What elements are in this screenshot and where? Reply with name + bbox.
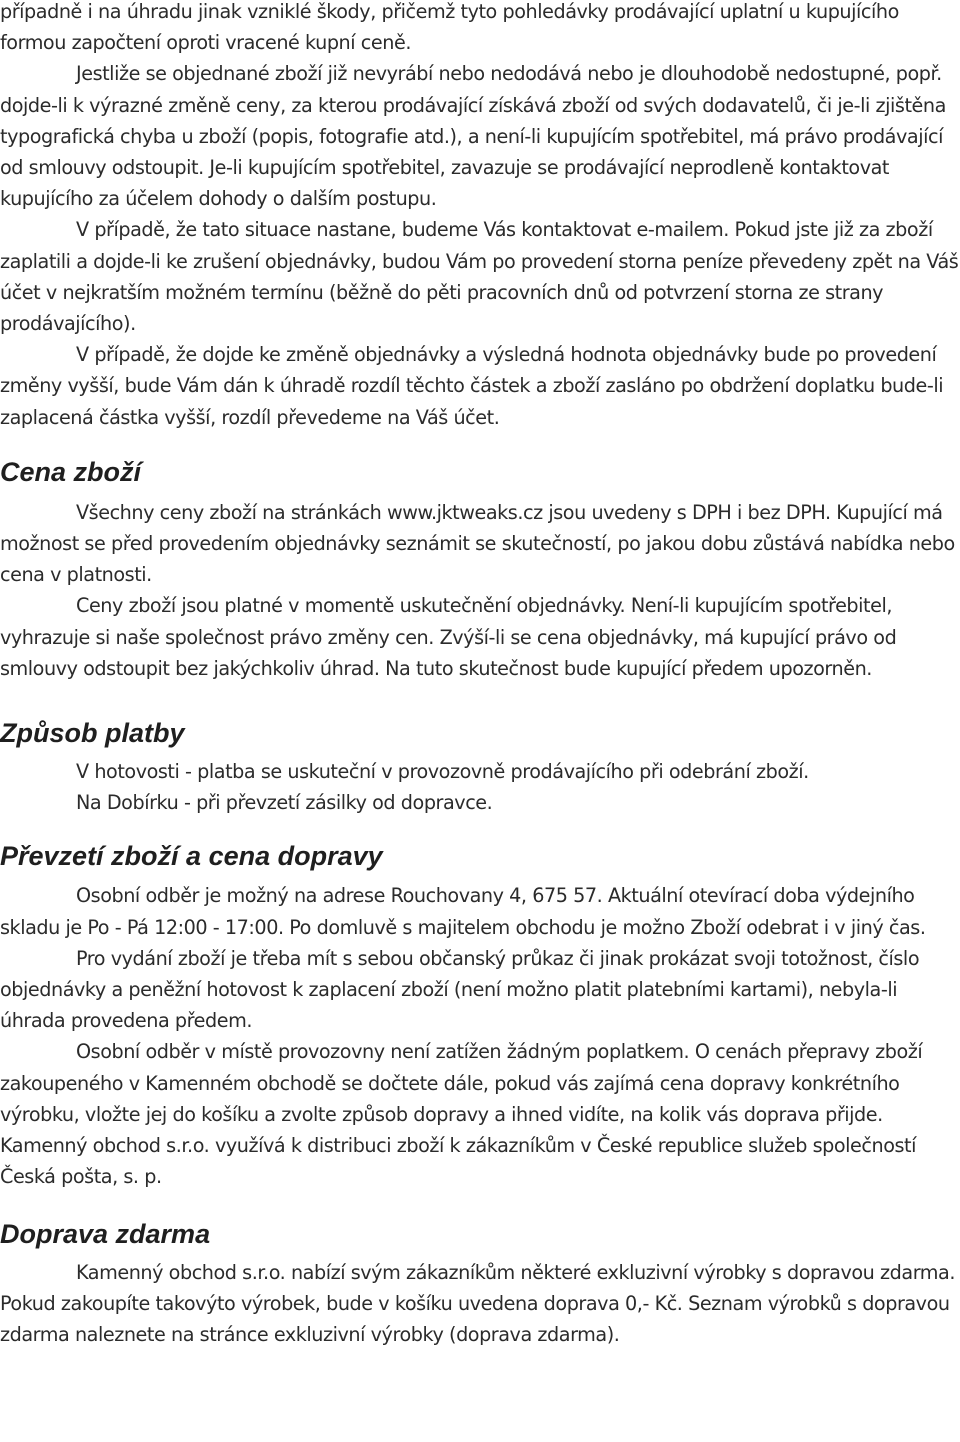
prevzeti-paragraph-1: Osobní odběr je možný na adrese Rouchovany 4, 675 57. Aktuální otevírací doba výdejního skladu je Po - Pá 12:00 - 17:00. Po domluvě s majitelem obchodu je možno Zboží odebrat i v jiný čas. xyxy=(0,884,926,939)
section-heading-doprava-zdarma: Doprava zdarma xyxy=(0,1218,211,1249)
section-heading-prevzeti-zbozi: Převzetí zboží a cena dopravy xyxy=(0,841,383,872)
cena-paragraph-1: Všechny ceny zboží na stránkách www.jktweaks.cz jsou uvedeny s DPH i bez DPH. Kupující má možnost se před provedením objednávky seznámit se skutečností, po jakou dobu zůstává nabídka nebo cena v platnosti. xyxy=(0,500,955,587)
prevzeti-paragraph-2: Pro vydání zboží je třeba mít s sebou občanský průkaz či jinak prokázat svoji totožnost, číslo objednávky a peněžní hotovost k zaplacení zboží (není možno platit platebními kartami), nebyla-li úhrada provedena předem. xyxy=(0,946,920,1033)
section-heading-zpusob-platby: Způsob platby xyxy=(0,718,185,749)
intro-paragraph-3: V případě, že tato situace nastane, budeme Vás kontaktovat e-mailem. Pokud jste již za zboží zaplatili a dojde-li ke zrušení objednávky, budou Vám po provedení storna peníze převedeny zpět na Váš účet v nejkratším možném termínu (běžně do pěti pracovních dnů od potvrzení storna ze strany prodávajícího). xyxy=(0,218,959,336)
intro-paragraph-4: V případě, že dojde ke změně objednávky a výsledná hodnota objednávky bude po provedení změny vyšší, bude Vám dán k úhradě rozdíl těchto částek a zboží zasláno po obdržení doplatku bude-li zaplacená částka vyšší, rozdíl převedeme na Váš účet. xyxy=(0,343,944,429)
prevzeti-paragraph-3: Osobní odběr v místě provozovny není zatížen žádným poplatkem. O cenách přepravy zboží zakoupeného v Kamenném obchodě se dočtete dále, pokud vás zajímá cena dopravy konkrétního výrobku, vložte jej do košíku a zvolte způsob dopravy a ihned vidíte, na kolik vás doprava přijde. Kamenný obchod s.r.o. využívá k distribuci zboží k zákazníkům v České republice služeb společností Česká pošta, s. p. xyxy=(0,1040,923,1189)
intro-paragraph-2: Jestliže se objednané zboží již nevyrábí nebo nedodává nebo je dlouhodobě nedostupné, popř. dojde-li k výrazné změně ceny, za kterou prodávající získává zboží od svých dodavatelů, či je-li zjištěna typografická chyba u zboží (popis, fotografie atd.), a není-li kupujícím spotřebitel, má právo prodávající od smlouvy odstoupit. Je-li kupujícím spotřebitel, zavazuje se prodávající neprodleně kontaktovat kupujícího za účelem dohody o dalším postupu. xyxy=(0,62,946,211)
section-heading-cena-zbozi: Cena zboží xyxy=(0,456,142,487)
doprava-paragraph-1: Kamenný obchod s.r.o. nabízí svým zákazníkům některé exkluzivní výrobky s dopravou zdarma. Pokud zakoupíte takovýto výrobek, bude v košíku uvedena doprava 0,- Kč. Seznam výrobků s dopravou zdarma naleznete na stránce exkluzivní výrobky (doprava zdarma). xyxy=(0,1260,955,1346)
platba-cash-line: V hotovosti - platba se uskuteční v provozovně prodávajícího při odebrání zboží. xyxy=(76,760,809,784)
platba-cod-line: Na Dobírku - při převzetí zásilky od dopravce. xyxy=(76,791,493,815)
intro-paragraph-1: případně i na úhradu jinak vzniklé škody, přičemž tyto pohledávky prodávající uplatní u kupujícího formou započtení oproti vracené kupní ceně. xyxy=(0,0,899,55)
cena-paragraph-2: Ceny zboží jsou platné v momentě uskutečnění objednávky. Není-li kupujícím spotřebitel, vyhrazuje si naše společnost právo změny cen. Zvýší-li se cena objednávky, má kupující právo od smlouvy odstoupit bez jakýchkoliv úhrad. Na tuto skutečnost bude kupující předem upozorněn. xyxy=(0,594,897,680)
